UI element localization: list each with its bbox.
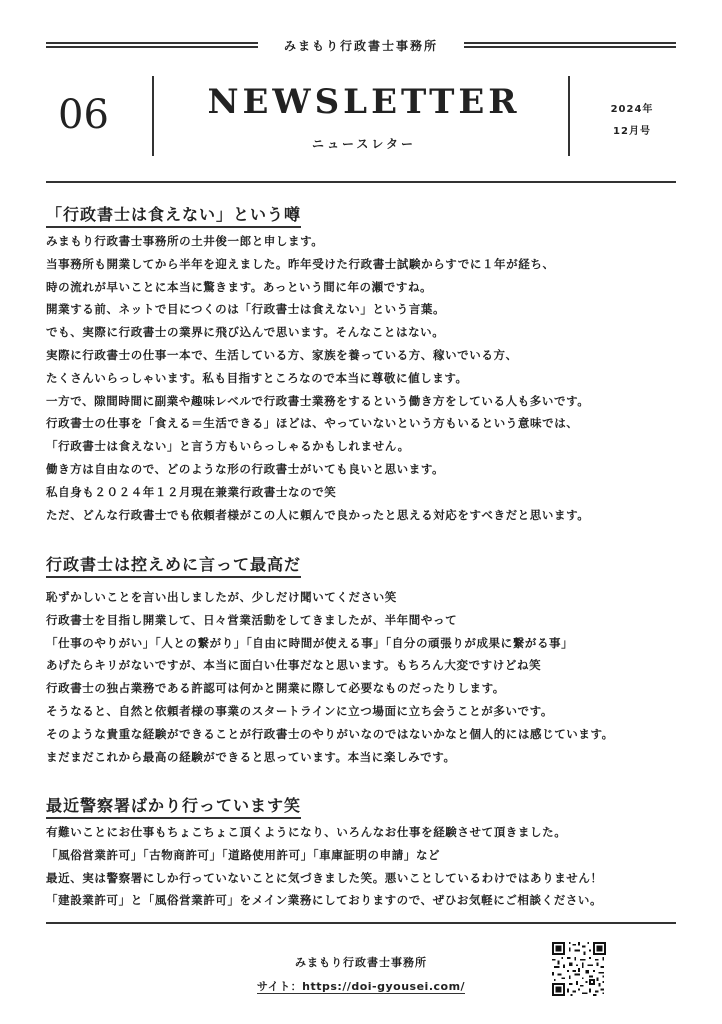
section-body (46, 586, 676, 768)
body-line: 時の流れが早いことに本当に驚きます。あっという間に年の瀬ですね。 (46, 279, 433, 294)
body-line: 「風俗営業許可」「古物商許可」「道路使用許可」「車庫証明の申請」など (46, 847, 441, 862)
body-line: 私自身も２０２４年１２月現在兼業行政書士なので笑 (46, 484, 337, 499)
website-link[interactable] (240, 978, 482, 994)
body-line: 「行政書士は食えない」と言う方もいらっしゃるかもしれません。 (46, 439, 410, 454)
body-line: たくさんいらっしゃいます。私も目指すところなので本当に尊敬に値します。 (46, 370, 468, 385)
double-rule-right (464, 42, 676, 48)
body-line: ただ、どんな行政書士でも依頼者様がこの人に頼んで良かったと思える対応をすべきだと思います。 (46, 507, 590, 522)
office-name-bar (46, 36, 676, 58)
section-body (46, 821, 676, 912)
body-line: 一方で、隙間時間に副業や趣味レベルで行政書士業務をするという働き方をしている人も多いです。 (46, 393, 590, 408)
body-line: 働き方は自由なので、どのような形の行政書士がいても良いと思います。 (46, 461, 445, 476)
qr-code-icon[interactable] (552, 942, 606, 996)
body-line: 行政書士の独占業務である許認可は何かと開業に際して必要なものだったりします。 (46, 681, 505, 696)
header-rule (46, 181, 676, 183)
section-best-job (46, 555, 676, 768)
body-line: 恥ずかしいことを言い出しましたが、少しだけ聞いてください笑 (46, 590, 397, 604)
issue-number: 06 (58, 92, 109, 138)
body-line: でも、実際に行政書士の業界に飛び込んで思います。そんなことはない。 (46, 325, 445, 340)
website-link-text[interactable]: サイト：https://doi-gyousei.com/ (256, 980, 466, 993)
section-heading: 最近警察署ばかり行っています笑 (46, 796, 301, 819)
body-line: 行政書士を目指し開業して、日々営業活動をしてきましたが、半年間やって (46, 612, 458, 627)
body-line: まだまだこれから最高の経験ができると思っています。本当に楽しみです。 (46, 749, 456, 764)
footer-rule (46, 922, 676, 924)
body-line: 最近、実は警察署にしか行っていないことに気づきました笑。悪いことしているわけではありません！ (46, 870, 603, 885)
body-line: 有難いことにお仕事もちょこちょこ頂くようになり、いろんなお仕事を経験させて頂きました。 (46, 825, 567, 839)
body-line: 「仕事のやりがい」「人との繋がり」「自由に時間が使える事」「自分の頑張りが成果に繋がる事」 (46, 635, 574, 650)
divider-left (152, 76, 154, 156)
divider-right (568, 76, 570, 156)
body-line: あげたらキリがないですが、本当に面白い仕事だなと思います。もちろん大変ですけどね笑 (46, 658, 542, 673)
section-heading: 「行政書士は食えない」という噂 (46, 205, 301, 228)
office-name: みまもり行政書士事務所 (283, 39, 438, 53)
body-line: 当事務所も開業してから半年を迎えました。昨年受けた行政書士試験からすでに１年が経ち、 (46, 256, 555, 271)
section-police (46, 796, 676, 912)
footer-office-name: みまもり行政書士事務所 (295, 956, 427, 969)
body-line: 実際に行政書士の仕事一本で、生活している方、家族を養っている方、稼いでいる方、 (46, 347, 518, 362)
body-line: そのような貴重な経験ができることが行政書士のやりがいなのではないかなと個人的には感じています。 (46, 726, 614, 741)
body-line: そうなると、自然と依頼者様の事業のスタートラインに立つ場面に立ち会うことが多いです。 (46, 703, 553, 718)
body-line: みまもり行政書士事務所の土井俊一郎と申します。 (46, 234, 324, 248)
body-line: 行政書士の仕事を「食える＝生活できる」ほどは、やっていないという方もいるという意味では、 (46, 416, 579, 431)
section-body (46, 230, 676, 526)
section-heading: 行政書士は控えめに言って最高だ (46, 555, 301, 578)
newsletter-subtitle: ニュースレター (312, 137, 416, 151)
section-rumor (46, 205, 676, 526)
issue-year: 2024年 (610, 104, 654, 115)
body-line: 開業する前、ネットで目につくのは「行政書士は食えない」という言葉。 (46, 302, 446, 317)
issue-month: 12月号 (613, 126, 651, 137)
body-line: 「建設業許可」と「風俗営業許可」をメイン業務にしておりますので、ぜひお気軽にご相談ください。 (46, 893, 603, 908)
newsletter-title: NEWSLETTER (207, 82, 521, 122)
